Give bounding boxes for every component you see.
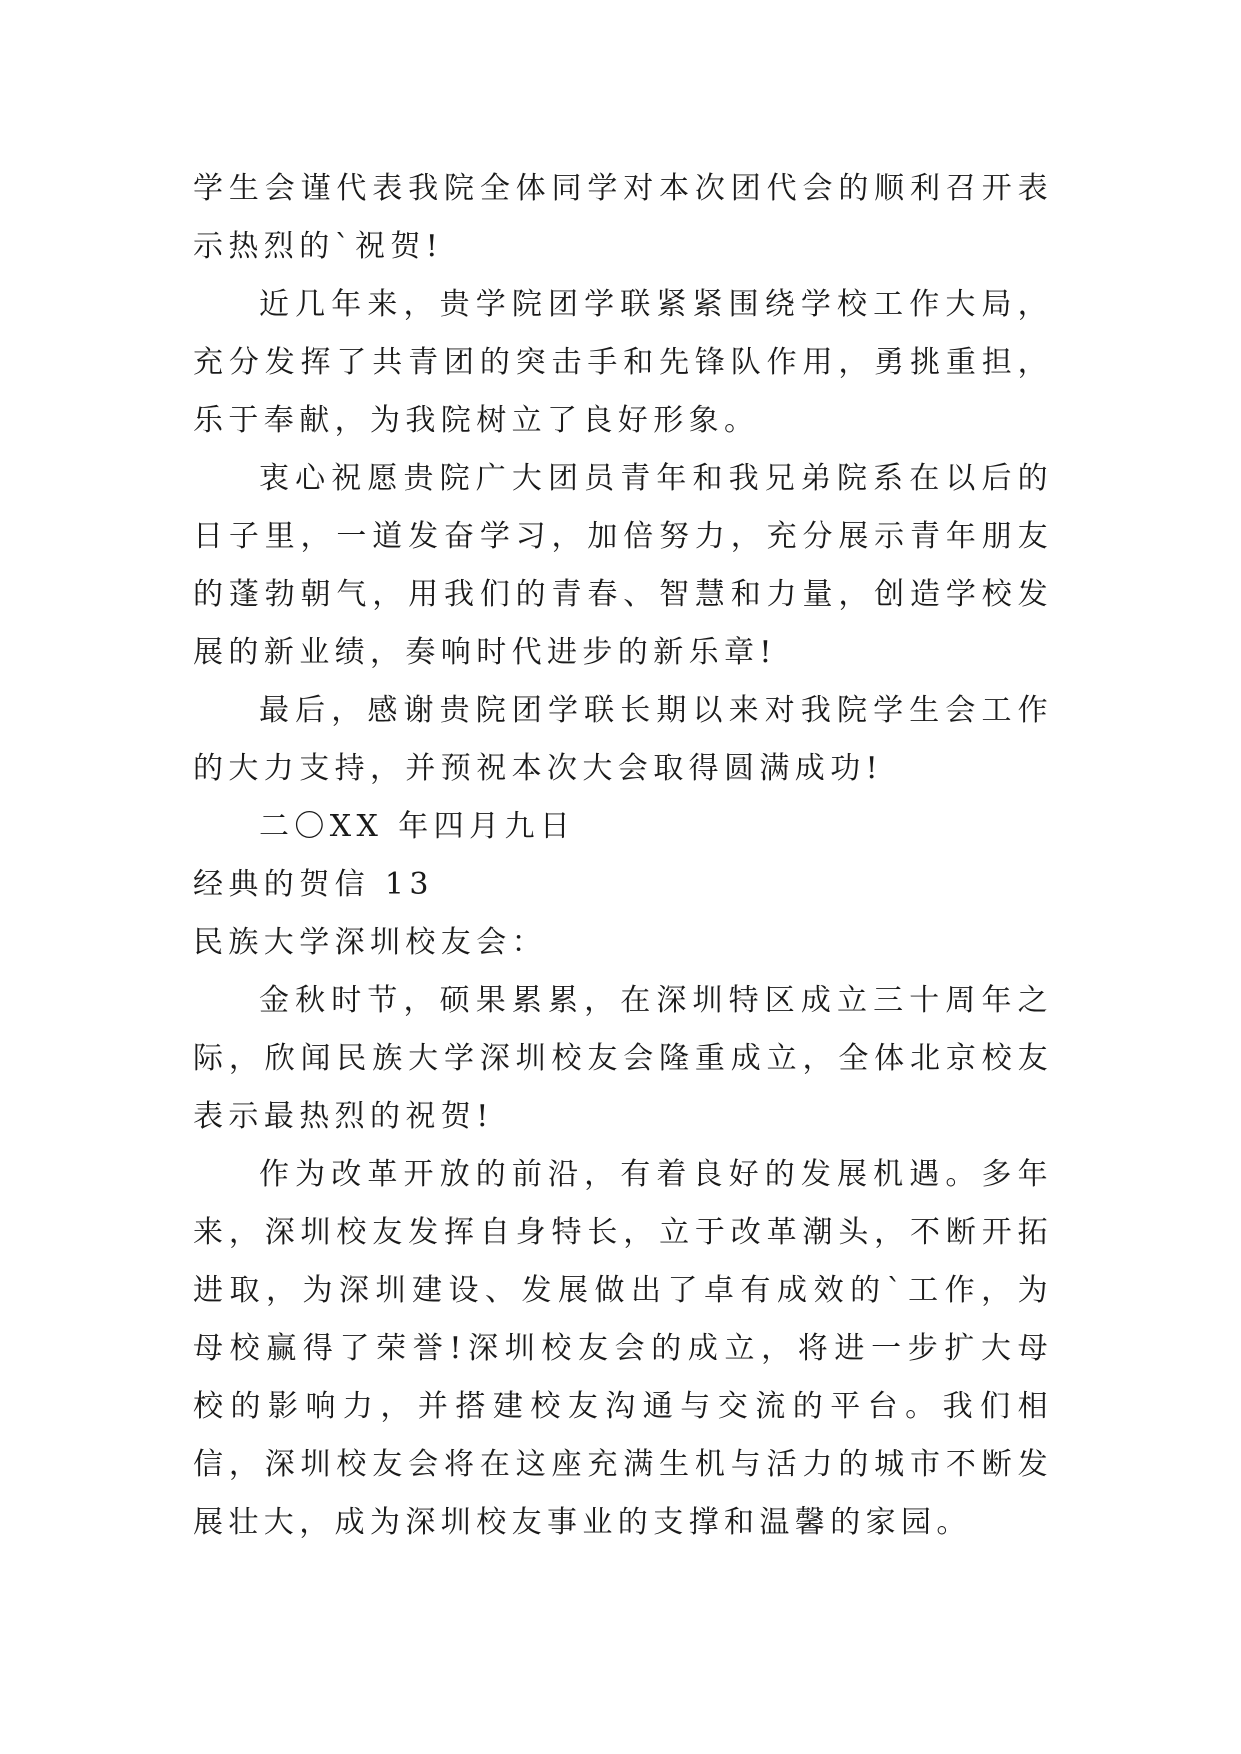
letter-date: 二〇XX 年四月九日 xyxy=(259,809,576,844)
paragraph-congratulations-closing: 学生会谨代表我院全体同学对本次团代会的顺利召开表示热烈的`祝贺! xyxy=(193,171,1053,264)
letter-salutation: 民族大学深圳校友会： xyxy=(193,925,547,960)
paragraph-golden-autumn: 金秋时节，硕果累累，在深圳特区成立三十周年之际，欣闻民族大学深圳校友会隆重成立，全体北京校友表示最热烈的祝贺! xyxy=(193,983,1053,1134)
paragraph-thanks: 最后，感谢贵院团学联长期以来对我院学生会工作的大力支持，并预祝本次大会取得圆满成功! xyxy=(193,693,1053,786)
paragraph-recent-years: 近几年来，贵学院团学联紧紧围绕学校工作大局，充分发挥了共青团的突击手和先锋队作用，勇挑重担，乐于奉献，为我院树立了良好形象。 xyxy=(193,287,1053,438)
paragraph-wishes: 衷心祝愿贵院广大团员青年和我兄弟院系在以后的日子里，一道发奋学习，加倍努力，充分展示青年朋友的蓬勃朝气，用我们的青春、智慧和力量，创造学校发展的新业绩，奏响时代进步的新乐章! xyxy=(193,461,1053,670)
paragraph-reform-frontier: 作为改革开放的前沿，有着良好的发展机遇。多年来，深圳校友发挥自身特长，立于改革潮头，不断开拓进取，为深圳建设、发展做出了卓有成效的`工作，为母校赢得了荣誉!深圳校友会的成立，将进一步扩大母校的影响力，并搭建校友沟通与交流的平台。我们相信，深圳校友会将在这座充满生机与活力的城市不断发展壮大，成为深圳校友事业的支撑和温馨的家园。 xyxy=(193,1157,1053,1540)
section-heading: 经典的贺信 13 xyxy=(193,867,434,902)
document-body xyxy=(193,160,1053,1552)
